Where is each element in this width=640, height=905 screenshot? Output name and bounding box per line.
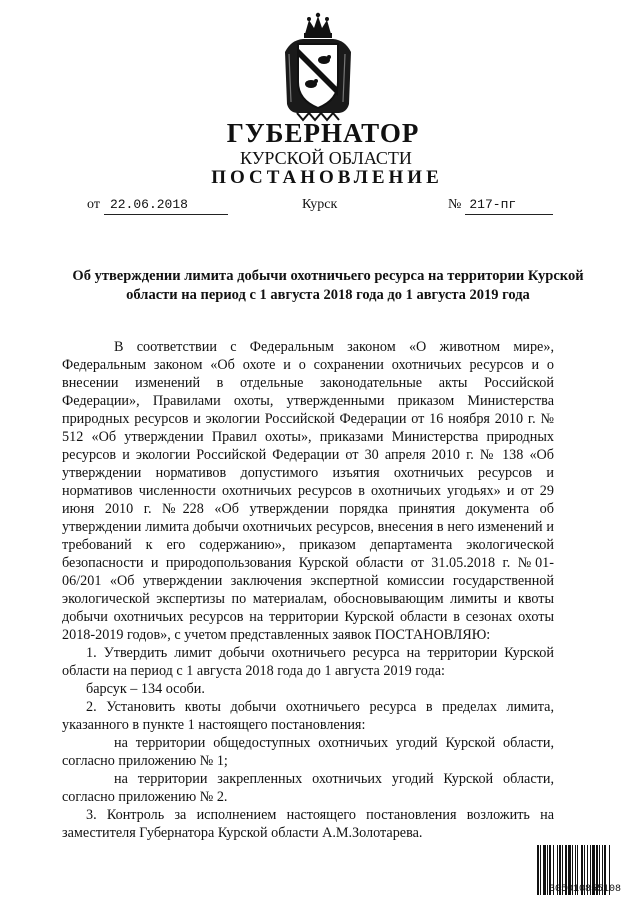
date-field	[87, 196, 228, 215]
item-2-subparagraph-1: на территории общедоступных охотничьих угодий Курской области, согласно приложению № 1;	[62, 735, 554, 769]
governor-heading: ГУБЕРНАТОР	[226, 118, 420, 148]
item-2-subparagraph-2: на территории закрепленных охотничьих угодий Курской области, согласно приложению № 2.	[62, 771, 554, 805]
document-type-heading: ПОСТАНОВЛЕНИЕ	[211, 167, 443, 188]
preamble-paragraph: В соответствии с Федеральным законом «О животном мире», Федеральным законом «Об охоте и о сохранении охотничьих ресурсов и о внесении изменений в отдельные законодательные акты Российской Федерации», Правилами охоты, утвержденными приказом Министерства природных ресурсов и экологии Российской Федерации от 16 ноября 2010 г. № 512 «Об утверждении Правил охоты», приказами Министерства природных ресурсов и экологии Российской Федерации от 30 апреля 2010 г. № 138 «Об утверждении нормативов допустимого изъятия охотничьих ресурсов и нормативов численности охотничьих ресурсов в охотничьих угодьях» и от 29 июня 2010 г. №228 «Об утверждении порядка принятия документа об утверждении лимита добычи охотничьих ресурсов, внесения в него изменений и требований к его содержанию», приказом департамента экологической безопасности и природопользования Курской области от 31.05.2018 г. №01-06/201 «Об утверждении заключения экспертной комиссии государственной экологической экспертизы по материалам, обосновывающим лимиты и квоты добычи охотничьих ресурсов на территории Курской области в сезонах охоты 2018-2019 годов», с учетом представленных заявок ПОСТАНОВЛЯЮ:	[62, 339, 554, 643]
item-1-subparagraph: барсук – 134 особи.	[86, 681, 205, 697]
item-1-paragraph: 1. Утвердить лимит добычи охотничьего ресурса на территории Курской области на период с 1 августа 2018 года до 1 августа 2019 года:	[62, 645, 554, 679]
number-field	[448, 196, 553, 215]
item-2-paragraph: 2. Установить квоты добычи охотничьего ресурса в пределах лимита, указанного в пункте 1 настоящего постановления:	[62, 699, 554, 733]
number-prefix: №	[448, 197, 462, 212]
document-title: Об утверждении лимита добычи охотничьего ресурса на территории Курской области на период с 1 августа 2018 года до 1 августа 2019 года	[72, 268, 584, 303]
region-heading: КУРСКОЙ ОБЛАСТИ	[240, 148, 412, 168]
coat-of-arms-emblem	[283, 12, 353, 124]
barcode-digits: 305010855108	[548, 884, 621, 895]
date-value: 22.06.2018	[104, 196, 228, 215]
number-value: 217-пг	[465, 196, 553, 215]
document-body	[62, 338, 554, 842]
city-label: Курск	[302, 197, 338, 212]
item-3-paragraph: 3. Контроль за исполнением настоящего постановления возложить на заместителя Губернатора Курской области А.М.Золотарева.	[62, 807, 554, 841]
date-prefix: от	[87, 197, 100, 212]
